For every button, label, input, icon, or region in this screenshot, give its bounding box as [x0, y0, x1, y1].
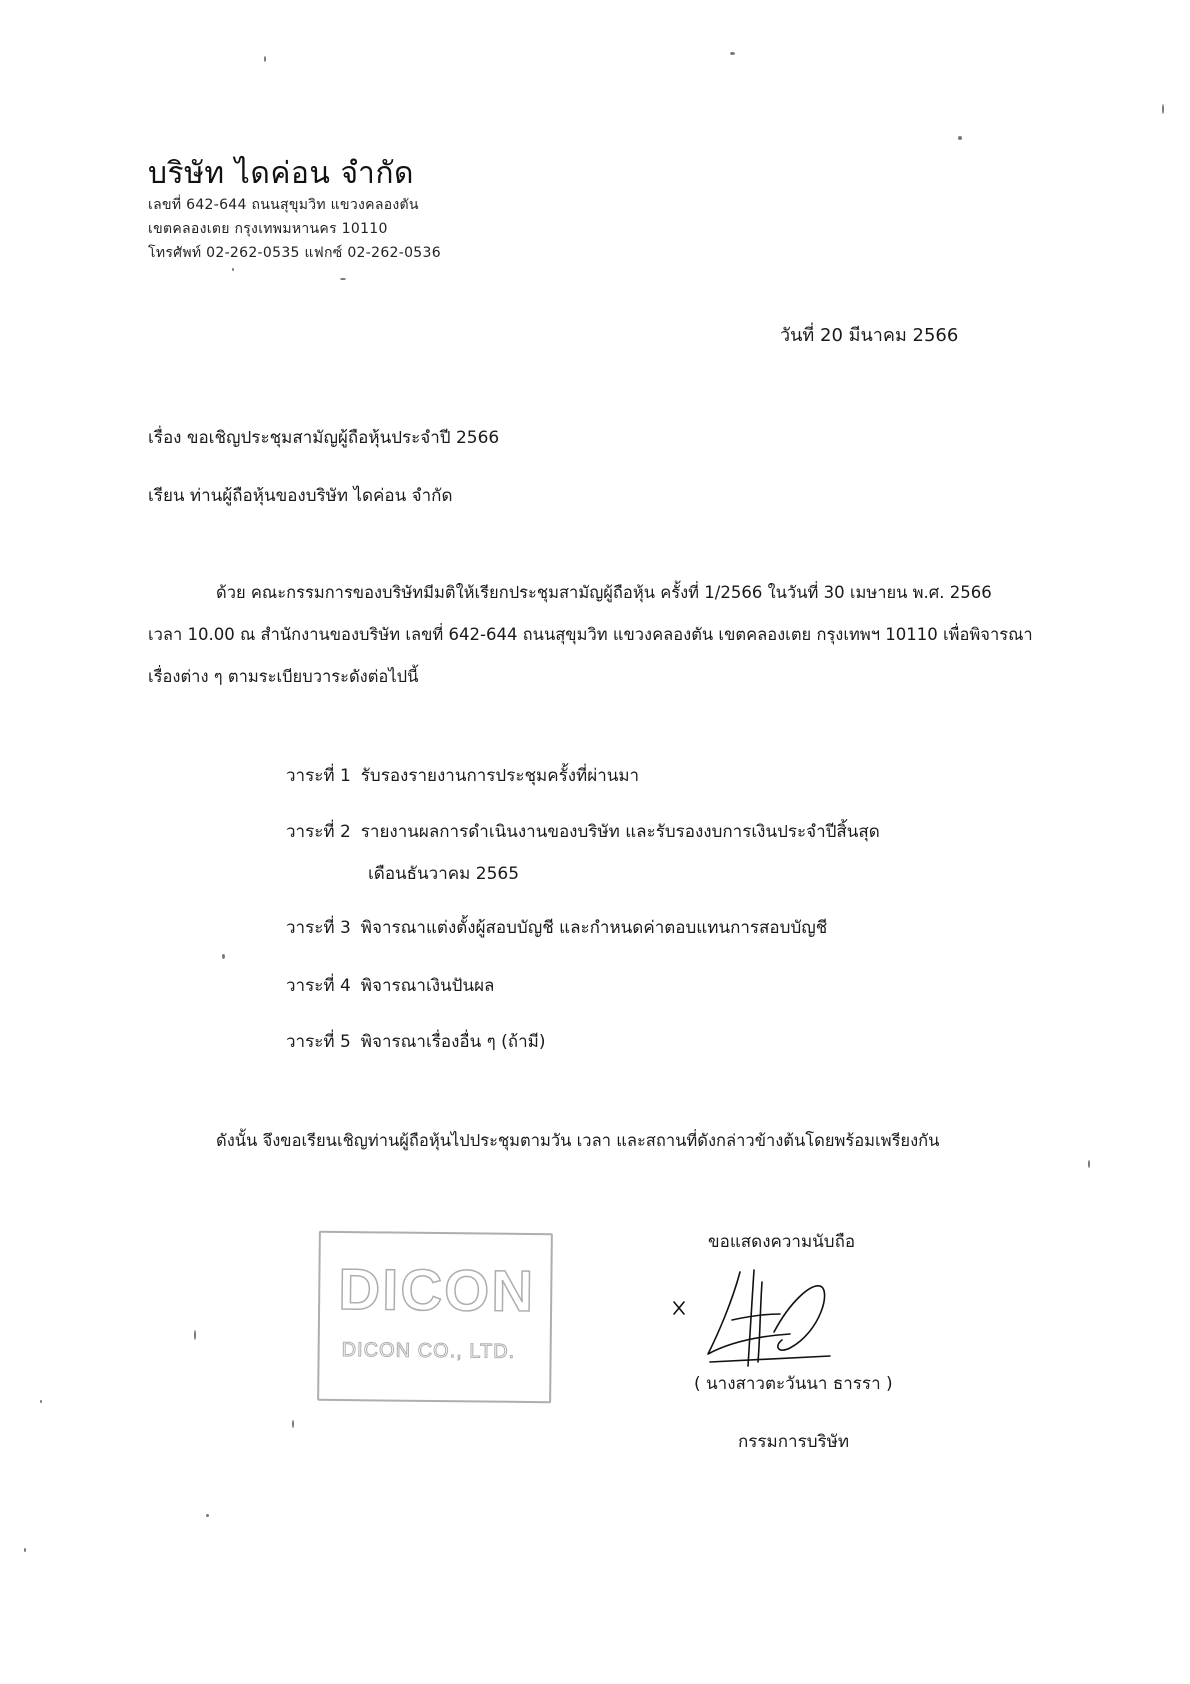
company-address-line1: เลขที่ 642-644 ถนนสุขุมวิท แขวงคลองตัน	[148, 197, 419, 213]
scan-speck	[340, 278, 346, 280]
scan-speck	[292, 1420, 294, 1428]
agenda-number: วาระที่ 2	[286, 822, 351, 842]
company-address-line2: เขตคลองเตย กรุงเทพมหานคร 10110	[148, 221, 388, 237]
letter-date: วันที่ 20 มีนาคม 2566	[780, 325, 959, 346]
agenda-item-3	[286, 914, 827, 941]
company-name: บริษัท ไดค่อน จำกัด	[148, 156, 415, 191]
scan-speck	[206, 1514, 209, 1517]
scan-speck	[730, 52, 735, 55]
scan-speck	[1162, 104, 1164, 114]
closing-paragraph: ดังนั้น จึงขอเรียนเชิญท่านผู้ถือหุ้นไปประชุมตามวัน เวลา และสถานที่ดังกล่าวข้างต้นโดยพร้อมเพรียงกัน	[216, 1131, 940, 1150]
agenda-item-4	[286, 972, 494, 999]
agenda-text: พิจารณาเรื่องอื่น ๆ (ถ้ามี)	[360, 1032, 546, 1052]
agenda-number: วาระที่ 4	[286, 976, 351, 996]
agenda-text: รับรองรายงานการประชุมครั้งที่ผ่านมา	[360, 766, 640, 786]
agenda-number: วาระที่ 3	[286, 918, 351, 938]
body-line-2: เวลา 10.00 ณ สำนักงานของบริษัท เลขที่ 642-644 ถนนสุขุมวิท แขวงคลองตัน เขตคลองเตย กรุงเทพฯ 10110 เพื่อพิจารณา	[148, 625, 1033, 644]
body-line-1: ด้วย คณะกรรมการของบริษัทมีมติให้เรียกประชุมสามัญผู้ถือหุ้น ครั้งที่ 1/2566 ในวันที่ 30 เมษายน พ.ศ. 2566	[216, 583, 992, 602]
signer-name: ( นางสาวตะวันนา ธารรา )	[694, 1374, 893, 1394]
company-stamp	[317, 1231, 553, 1403]
agenda-text: รายงานผลการดำเนินงานของบริษัท และรับรองงบการเงินประจำปีสิ้นสุด	[360, 822, 880, 842]
scan-speck	[958, 136, 962, 140]
scan-speck	[222, 954, 225, 959]
agenda-text: พิจารณาเงินปันผล	[360, 976, 495, 996]
scan-speck	[232, 268, 234, 271]
agenda-item-2	[286, 818, 880, 845]
agenda-item-5	[286, 1028, 545, 1055]
handwritten-signature	[670, 1262, 870, 1382]
scan-speck	[194, 1330, 196, 1340]
letter-recipient: เรียน ท่านผู้ถือหุ้นของบริษัท ไดค่อน จำกัด	[148, 486, 453, 506]
company-contact-line: โทรศัพท์ 02-262-0535 แฟกซ์ 02-262-0536	[148, 245, 441, 261]
agenda-number: วาระที่ 1	[286, 766, 351, 786]
stamp-company: DICON CO., LTD.	[341, 1339, 516, 1363]
agenda-text: พิจารณาแต่งตั้งผู้สอบบัญชี และกำหนดค่าตอบแทนการสอบบัญชี	[360, 918, 828, 938]
scan-speck	[24, 1548, 26, 1552]
stamp-brand: DICON	[337, 1256, 536, 1325]
scan-speck	[40, 1400, 42, 1403]
regards-text: ขอแสดงความนับถือ	[708, 1232, 856, 1252]
body-line-3: เรื่องต่าง ๆ ตามระเบียบวาระดังต่อไปนี้	[148, 667, 419, 686]
scan-speck	[1088, 1160, 1090, 1168]
scan-speck	[264, 56, 266, 62]
agenda-item-2-continuation: เดือนธันวาคม 2565	[368, 864, 520, 884]
agenda-number: วาระที่ 5	[286, 1032, 351, 1052]
agenda-item-1	[286, 762, 639, 789]
letter-subject: เรื่อง ขอเชิญประชุมสามัญผู้ถือหุ้นประจำปี 2566	[148, 428, 500, 448]
signer-title: กรรมการบริษัท	[738, 1432, 850, 1452]
